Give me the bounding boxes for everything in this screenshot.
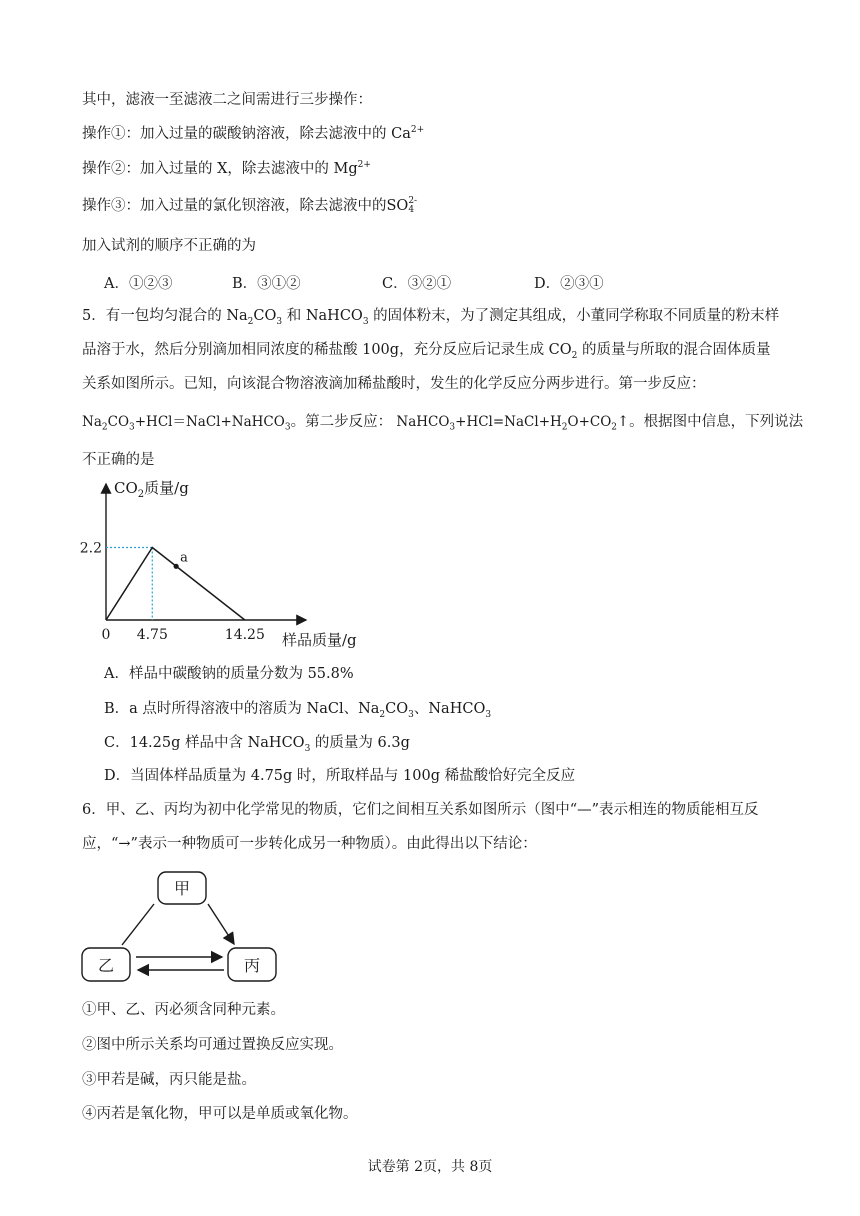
q4-question: 加入试剂的顺序不正确的为 <box>82 238 256 254</box>
point-a-label: a <box>180 550 188 566</box>
q5-option-b[interactable]: B．a 点时所得溶液中的溶质为 NaCl、$Na_2CO_3$、NaHCO$_3$ <box>104 701 492 720</box>
q6-statement-2: ②图中所示关系均可通过置换反应实现。 <box>82 1037 343 1053</box>
q6-line-2: 应，“→”表示一种物质可一步转化成另一种物质）。由此得出以下结论： <box>82 836 537 852</box>
page-footer: 试卷第 2页，共 8页 <box>367 1159 493 1175</box>
q4-op2: 操作②：加入过量的 X，除去滤液中的 $Mg^{2+}$ <box>82 160 371 177</box>
q4-option-a[interactable]: A．①②③ <box>104 276 173 292</box>
series-line <box>106 548 245 620</box>
q5-line-5: 不正确的是 <box>82 452 155 468</box>
x-tick-label: 14.25 <box>224 627 265 643</box>
q6-statement-3: ③甲若是碱，丙只能是盐。 <box>82 1072 256 1088</box>
q5-line-2: 品溶于水，然后分别滴加相同浓度的稀盐酸 100g，充分反应后记录生成 $CO_2$ 的质量与所取的混合固体质量 <box>82 342 771 361</box>
jia-yi-link <box>122 904 154 945</box>
q5-option-a[interactable]: A．样品中碳酸钠的质量分数为 55.8% <box>104 666 354 682</box>
q5-line-3: 关系如图所示。已知，向该混合物溶液滴加稀盐酸时，发生的化学反应分两步进行。第一步反应： <box>82 376 706 392</box>
q4-option-d[interactable]: D．②③① <box>534 276 604 292</box>
y-axis-label: $CO_2$质量/g <box>114 479 189 500</box>
q4-intro: 其中，滤液一至滤液二之间需进行三步操作： <box>82 92 372 108</box>
point-a-marker <box>174 564 179 569</box>
q4-op1: 操作①：加入过量的碳酸钠溶液，除去滤液中的 $Ca^{2+}$ <box>82 125 425 142</box>
q6-statement-1: ①甲、乙、丙必须含同种元素。 <box>82 1002 285 1018</box>
q4-option-c[interactable]: C．③②① <box>382 276 452 292</box>
q5-option-c[interactable]: C．14.25g 样品中含 NaHCO$_3$ 的质量为 6.3g <box>104 735 410 754</box>
q4-op3: 操作③：加入过量的氯化钡溶液，除去滤液中的SO 2- 4 <box>82 196 418 215</box>
y-tick-label: 2.2 <box>79 540 102 557</box>
node-jia-label: 甲 <box>173 879 191 898</box>
node-bing-label: 丙 <box>243 956 261 975</box>
co2-mass-chart <box>78 474 378 652</box>
node-yi-label: 乙 <box>97 956 115 975</box>
jia-to-bing-arrow <box>208 904 234 944</box>
x-tick-label: 0 <box>101 627 111 643</box>
q5-option-d[interactable]: D．当固体样品质量为 4.75g 时，所取样品与 100g 稀盐酸恰好完全反应 <box>104 768 576 784</box>
q6-line-1: 6．甲、乙、丙均为初中化学常见的物质，它们之间相互关系如图所示（图中“—”表示相连的物质能相互反 <box>82 802 759 818</box>
q5-line-1: 5．有一包均匀混合的 $Na_2CO_3$ 和 NaHCO$_3$ 的固体粉末，为了测定其组成，小董同学称取不同质量的粉末样 <box>82 308 780 327</box>
x-axis-label: 样品质量/g <box>282 631 357 649</box>
q5-equations: $Na_2CO_3+HCl=NaCl+NaHCO_3$。第二步反应： $NaHCO_3+HCl=NaCl+H_2O+CO_2↑$。根据图中信息，下列说法 <box>82 414 804 433</box>
relation-diagram <box>78 866 284 986</box>
q6-statement-4: ④丙若是氧化物，甲可以是单质或氧化物。 <box>82 1106 358 1122</box>
q4-option-b[interactable]: B．③①② <box>232 276 301 292</box>
x-tick-label: 4.75 <box>136 627 168 643</box>
